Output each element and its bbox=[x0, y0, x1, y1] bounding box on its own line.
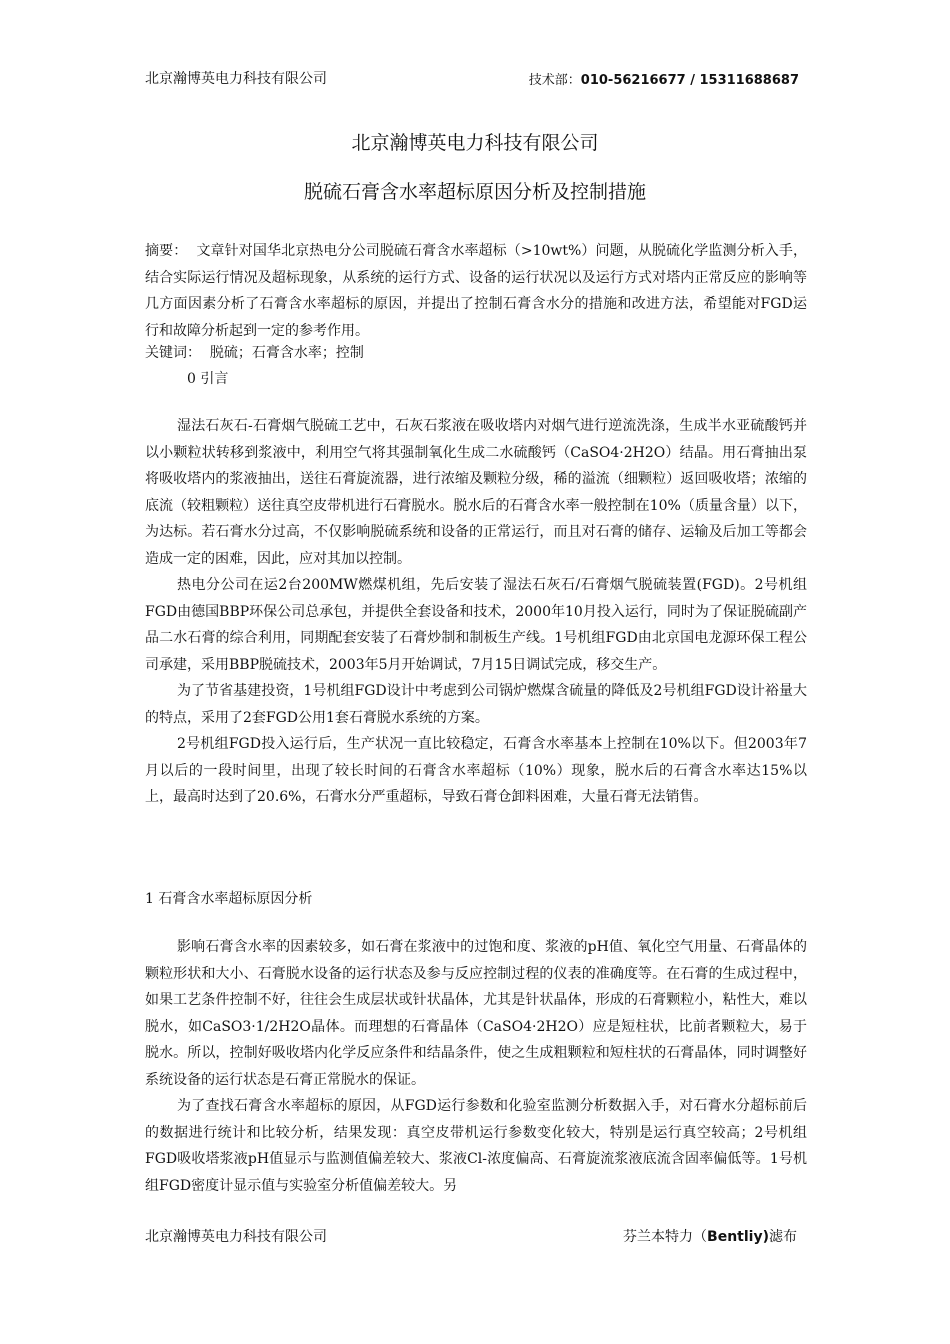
header-tech-label: 技术部： bbox=[528, 73, 581, 88]
intro-body bbox=[145, 413, 807, 811]
footer-brand-prefix: 芬兰本特力（ bbox=[623, 1229, 708, 1245]
header-tech-contact bbox=[529, 69, 799, 88]
page-footer bbox=[145, 1226, 805, 1248]
footer-brand bbox=[623, 1226, 797, 1246]
keywords-label: 关键词： bbox=[145, 345, 201, 361]
footer-brand-name: Bentliy) bbox=[707, 1229, 769, 1245]
intro-heading: 0 引言 bbox=[187, 371, 229, 387]
abstract-text: 文章针对国华北京热电分公司脱硫石膏含水率超标（>10wt%）问题，从脱硫化学监测分析入手，结合实际运行情况及超标现象，从系统的运行方式、设备的运行状况以及运行方式对塔内正常反应的影响等几方面因素分析了石膏含水率超标的原因，并提出了控制石膏含水分的措施和改进方法，希望能对FGD运行和故障分析起到一定的参考作用。 bbox=[145, 243, 808, 339]
abstract-label: 摘要： bbox=[145, 243, 188, 259]
section1-paragraph: 为了查找石膏含水率超标的原因，从FGD运行参数和化验室监测分析数据入手，对石膏水分超标前后的数据进行统计和比较分析，结果发现：真空皮带机运行参数变化较大，特别是运行真空较高；2号机组FGD吸收塔浆液pH值显示与监测值偏差较大、浆液Cl-浓度偏高、石膏旋流浆液底流含固率偏低等。1号机组FGD密度计显示值与实验室分析值偏差较大。另 bbox=[145, 1098, 807, 1194]
section1-paragraph: 影响石膏含水率的因素较多，如石膏在浆液中的过饱和度、浆液的pH值、氧化空气用量、石膏晶体的颗粒形状和大小、石膏脱水设备的运行状态及参与反应控制过程的仪表的准确度等。在石膏的生成过程中，如果工艺条件控制不好，往往会生成层状或针状晶体，尤其是针状晶体，形成的石膏颗粒小，粘性大，难以脱水，如CaSO3·1/2H2O晶体。而理想的石膏晶体（CaSO4·2H2O）应是短柱状，比前者颗粒大，易于脱水。所以，控制好吸收塔内化学反应条件和结晶条件，使之生成粗颗粒和短柱状的石膏晶体，同时调整好系统设备的运行状态是石膏正常脱水的保证。 bbox=[145, 939, 807, 1088]
footer-brand-suffix: 滤布 bbox=[769, 1229, 797, 1245]
section1-body bbox=[145, 934, 807, 1199]
keywords bbox=[145, 342, 364, 362]
header-company: 北京瀚博英电力科技有限公司 bbox=[145, 71, 327, 87]
footer-company: 北京瀚博英电力科技有限公司 bbox=[145, 1229, 327, 1245]
company-title: 北京瀚博英电力科技有限公司 bbox=[351, 132, 599, 154]
keywords-text: 脱硫；石膏含水率；控制 bbox=[209, 345, 364, 361]
article-title: 脱硫石膏含水率超标原因分析及控制措施 bbox=[303, 181, 646, 203]
section1-heading: 1 石膏含水率超标原因分析 bbox=[145, 891, 313, 907]
intro-paragraph: 湿法石灰石-石膏烟气脱硫工艺中，石灰石浆液在吸收塔内对烟气进行逆流洗涤，生成半水亚硫酸钙并以小颗粒状转移到浆液中，利用空气将其强制氧化生成二水硫酸钙（CaSO4·2H2O）结晶。用石膏抽出泵将吸收塔内的浆液抽出，送往石膏旋流器，进行浓缩及颗粒分级，稀的溢流（细颗粒）返回吸收塔；浓缩的底流（较粗颗粒）送往真空皮带机进行石膏脱水。脱水后的石膏含水率一般控制在10%（质量含量）以下，为达标。若石膏水分过高，不仅影响脱硫系统和设备的正常运行，而且对石膏的储存、运输及后加工等都会造成一定的困难，因此，应对其加以控制。 bbox=[145, 418, 807, 567]
header-tech-phone: 010-56216677 / 15311688687 bbox=[580, 73, 799, 88]
abstract bbox=[145, 238, 807, 344]
intro-paragraph: 2号机组FGD投入运行后，生产状况一直比较稳定，石膏含水率基本上控制在10%以下。但2003年7月以后的一段时间里，出现了较长时间的石膏含水率超标（10%）现象，脱水后的石膏含水率达15%以上，最高时达到了20.6%，石膏水分严重超标，导致石膏仓卸料困难，大量石膏无法销售。 bbox=[145, 736, 807, 805]
intro-paragraph: 为了节省基建投资，1号机组FGD设计中考虑到公司锅炉燃煤含硫量的降低及2号机组FGD设计裕量大的特点，采用了2套FGD公用1套石膏脱水系统的方案。 bbox=[145, 683, 807, 726]
page-header bbox=[145, 68, 805, 90]
intro-paragraph: 热电分公司在运2台200MW燃煤机组，先后安装了湿法石灰石/石膏烟气脱硫装置(FGD)。2号机组FGD由德国BBP环保公司总承包，并提供全套设备和技术，2000年10月投入运行，同时为了保证脱硫副产品二水石膏的综合利用，同期配套安装了石膏炒制和制板生产线。1号机组FGD由北京国电龙源环保工程公司承建，采用BBP脱硫技术，2003年5月开始调试，7月15日调试完成，移交生产。 bbox=[145, 577, 807, 673]
